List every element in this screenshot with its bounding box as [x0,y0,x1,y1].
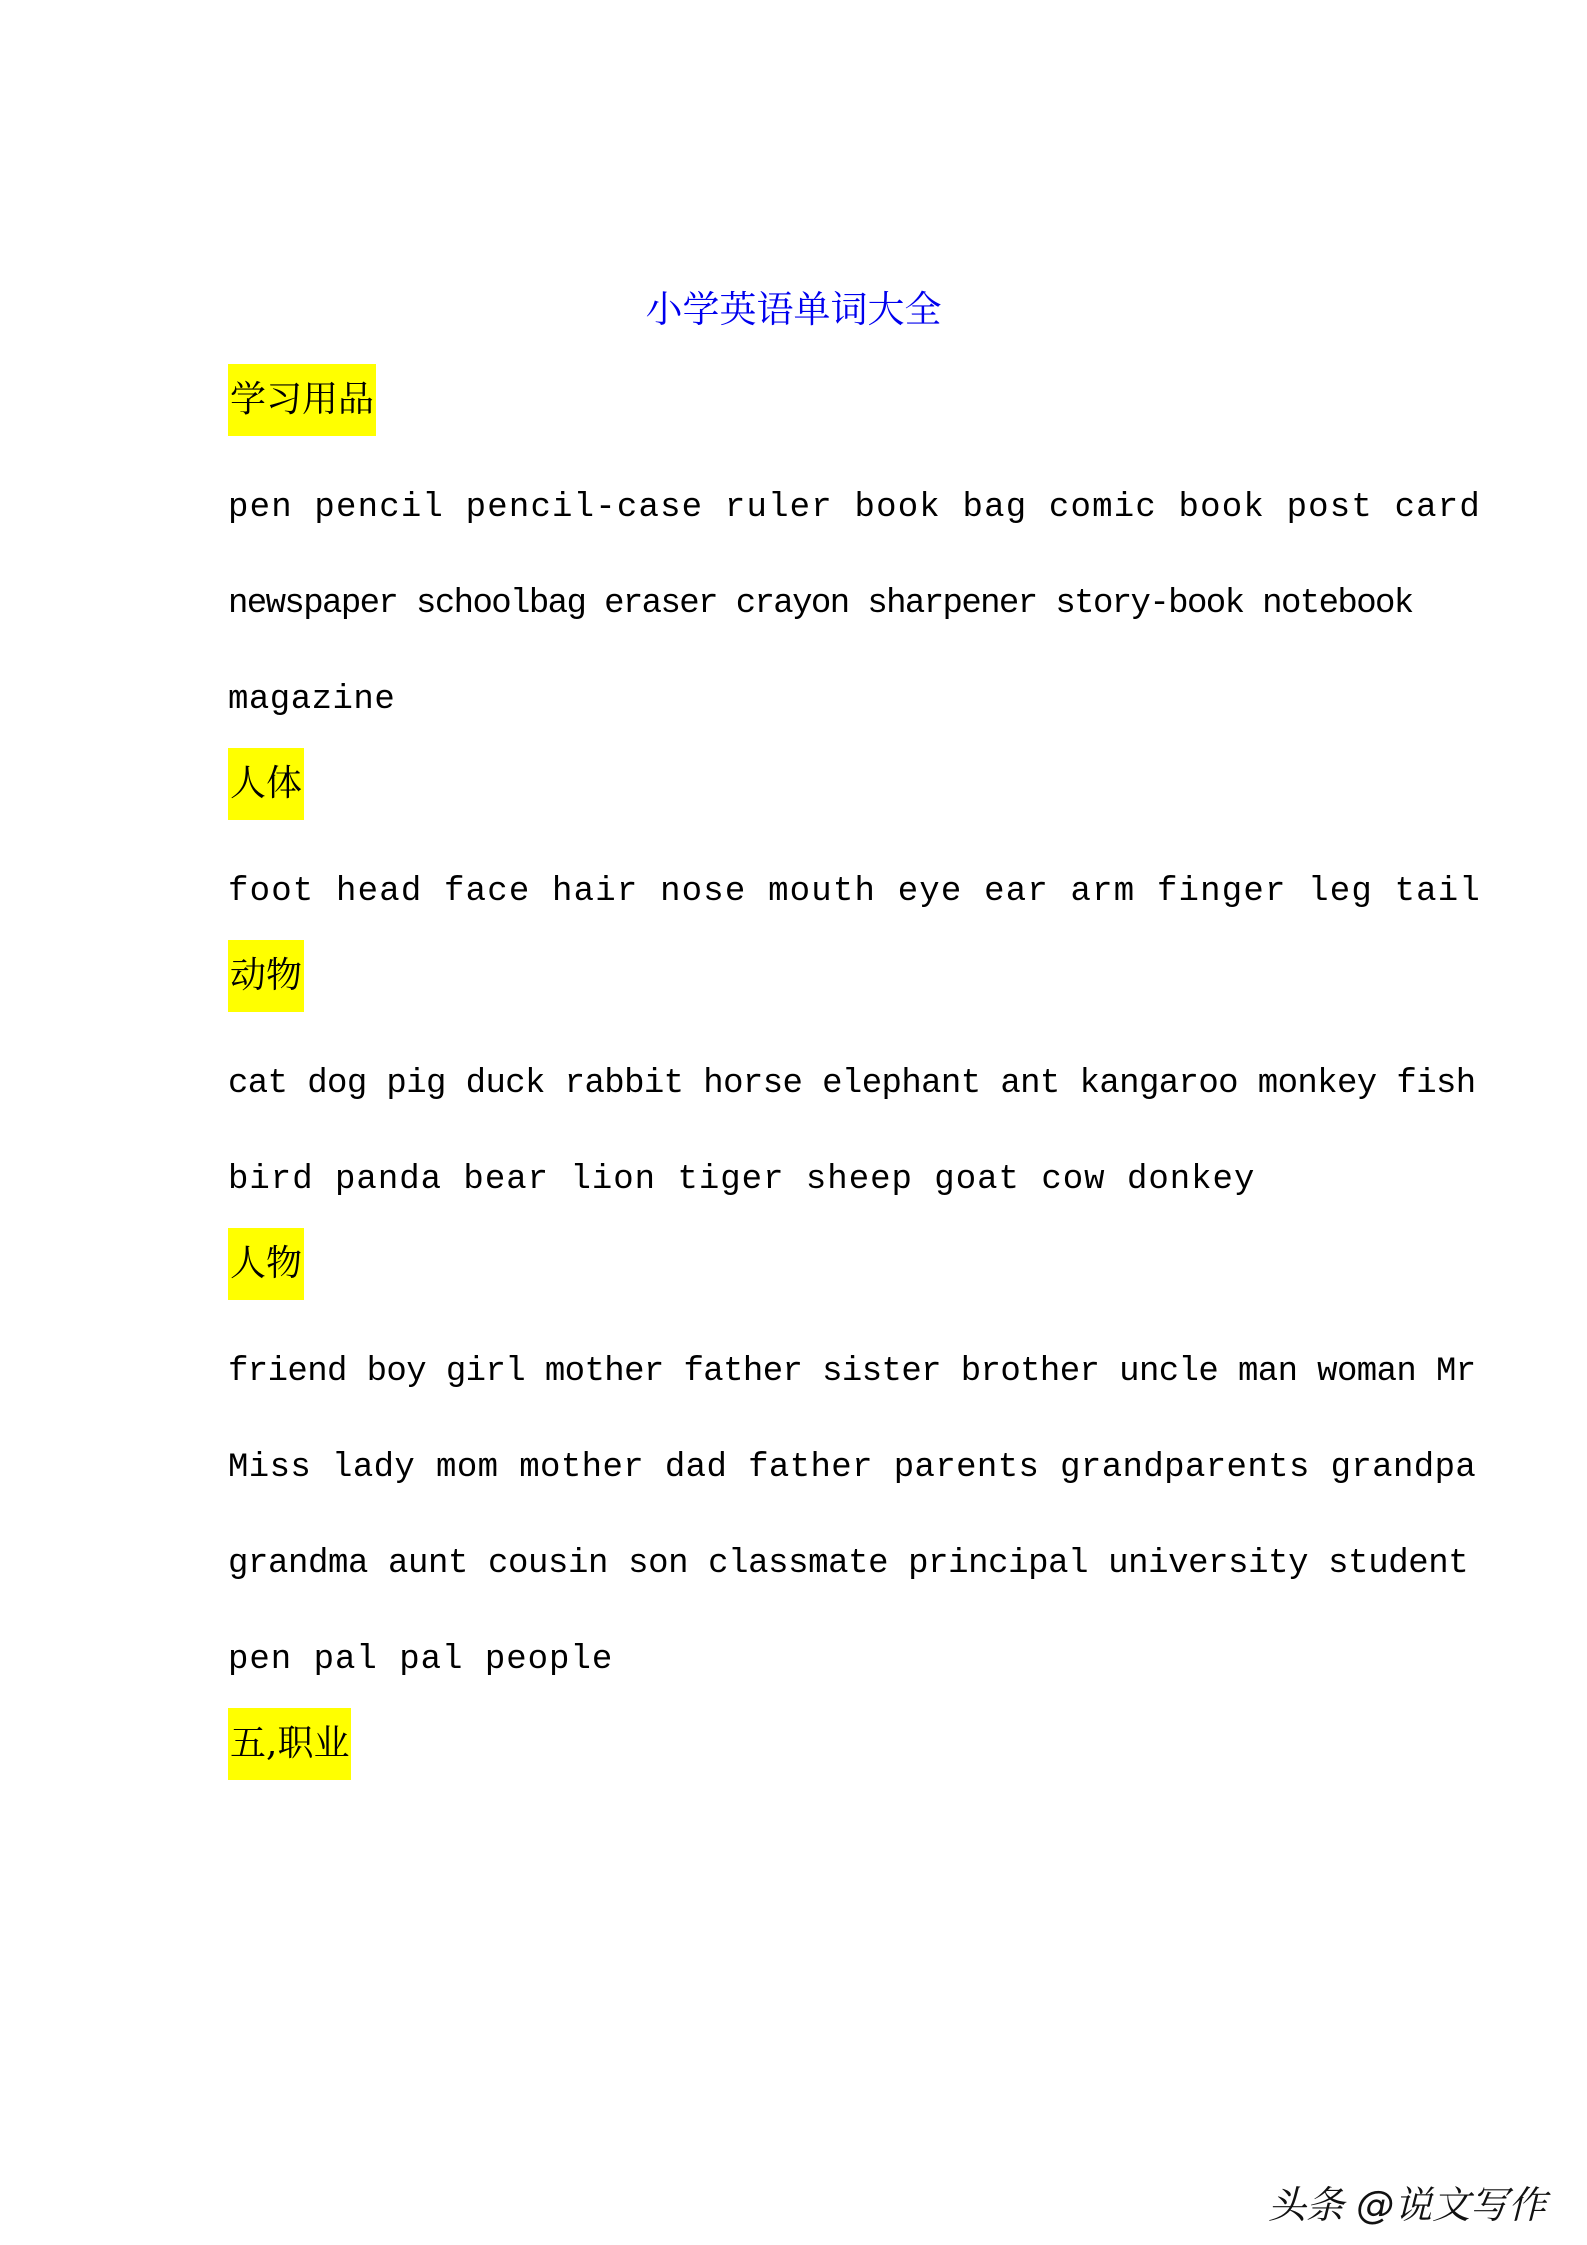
word-line: friend boy girl mother father sister brother uncle man woman Mr [228,1353,1476,1391]
word-line: cat dog pig duck rabbit horse elephant ant kangaroo monkey fish [228,1065,1476,1103]
word-line: Miss lady mom mother dad father parents grandparents grandpa [228,1449,1477,1487]
word-line: foot head face hair nose mouth eye ear arm finger leg tail [228,873,1481,911]
word-line: magazine [228,681,396,719]
section-heading-occupations: 五,职业 [228,1708,351,1780]
watermark-text: 头条 @说文写作 [1268,2183,1547,2227]
word-line: bird panda bear lion tiger sheep goat cow donkey [228,1161,1256,1199]
word-line: newspaper schoolbag eraser crayon sharpener story-book notebook [228,585,1413,623]
section-heading-animals: 动物 [228,940,304,1012]
section-heading-body: 人体 [228,748,304,820]
word-line: grandma aunt cousin son classmate principal university student [228,1545,1469,1583]
document-title: 小学英语单词大全 [645,288,942,331]
section-heading-stationery: 学习用品 [228,364,376,436]
word-line: pen pencil pencil-case ruler book bag comic book post card [228,489,1481,527]
section-heading-people: 人物 [228,1228,304,1300]
word-line: pen pal pal people [228,1641,614,1679]
